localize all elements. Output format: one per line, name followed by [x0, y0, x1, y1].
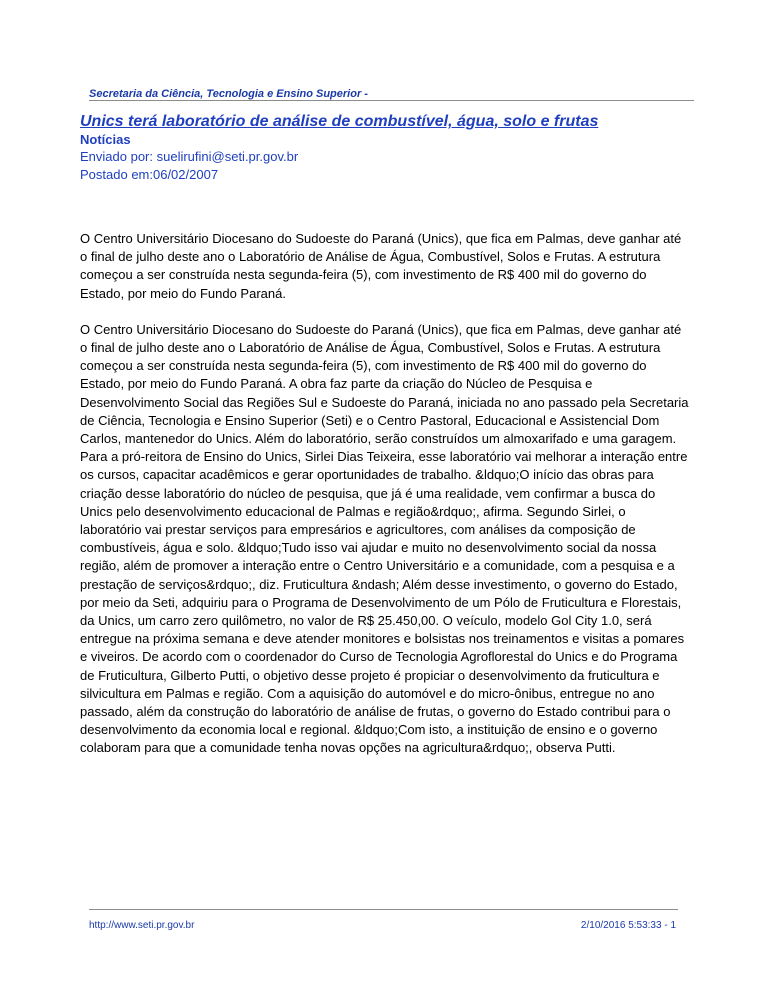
footer-url[interactable]: http://www.seti.pr.gov.br: [89, 920, 195, 931]
header-divider: [89, 100, 694, 101]
article-date: Postado em:06/02/2007: [80, 167, 219, 182]
article-paragraph: O Centro Universitário Diocesano do Sudoeste do Paraná (Unics), que fica em Palmas, deve ganhar até o final de julho deste ano o Laboratório de Análise de Água, Combustível, Solos e Frutas. A estrutura começou a ser construída nesta segunda-feira (5), com investimento de R$ 400 mil do governo do Estado, por meio do Fundo Paraná. A obra faz parte da criação do Núcleo de Pesquisa e Desenvolvimento Social das Regiões Sul e Sudoeste do Paraná, iniciada no ano passado pela Secretaria de Ciência, Tecnologia e Ensino Superior (Seti) e o Centro Pastoral, Educacional e Assistencial Dom Carlos, mantenedor do Unics. Além do laboratório, serão construídos um almoxarifado e uma garagem. Para a pró-reitora de Ensino do Unics, Sirlei Dias Teixeira, esse laboratório vai melhorar a interação entre os cursos, capacitar acadêmicos e gerar oportunidades de trabalho. &ldquo;O início das obras para criação desse laboratório do núcleo de pesquisa, que já é uma realidade, vem confirmar a busca do Unics pelo desenvolvimento educacional de Palmas e região&rdquo;, afirma. Segundo Sirlei, o laboratório vai prestar serviços para empresários e agricultores, com análises da composição de combustíveis, água e solo. &ldquo;Tudo isso vai ajudar e muito no desenvolvimento social da nossa região, além de promover a interação entre o Centro Universitário e a comunidade, com a pesquisa e a prestação de serviços&rdquo;, diz. Fruticultura &ndash; Além desse investimento, o governo do Estado, por meio da Seti, adquiriu para o Programa de Desenvolvimento de um Pólo de Fruticultura e Florestais, da Unics, um carro zero quilômetro, no valor de R$ 25.450,00. O veículo, modelo Gol City 1.0, será entregue na próxima semana e deve atender monitores e bolsistas nos treinamentos e visitas a pomares e viveiros. De acordo com o coordenador do Curso de Tecnologia Agroflorestal do Unics e do Programa de Fruticultura, Gilberto Putti, o objetivo desse projeto é propiciar o desenvolvimento da fruticultura e silvicultura em Palmas e região. Com a aquisição do automóvel e do micro-ônibus, entregue no ano passado, além da construção do laboratório de análise de frutas, o governo do Estado contribui para o desenvolvimento da economia local e regional. &ldquo;Com isto, a instituição de ensino e o governo colaboram para que a comunidade tenha novas opções na agricultura&rdquo;, observa Putti.: [80, 321, 689, 756]
footer-divider: [89, 909, 678, 910]
article-paragraph: O Centro Universitário Diocesano do Sudoeste do Paraná (Unics), que fica em Palmas, deve ganhar até o final de julho deste ano o Laboratório de Análise de Água, Combustível, Solos e Frutas. A estrutura começou a ser construída nesta segunda-feira (5), com investimento de R$ 400 mil do governo do Estado, por meio do Fundo Paraná.: [80, 231, 682, 301]
article: [80, 112, 690, 776]
article-section: Notícias: [80, 132, 131, 147]
site-header-title: Secretaria da Ciência, Tecnologia e Ensino Superior -: [89, 88, 368, 100]
article-title[interactable]: Unics terá laboratório de análise de combustível, água, solo e frutas: [80, 113, 599, 130]
footer-timestamp: 2/10/2016 5:53:33 - 1: [580, 920, 676, 931]
article-author: Enviado por: suelirufini@seti.pr.gov.br: [80, 149, 299, 164]
article-body: [80, 230, 690, 758]
